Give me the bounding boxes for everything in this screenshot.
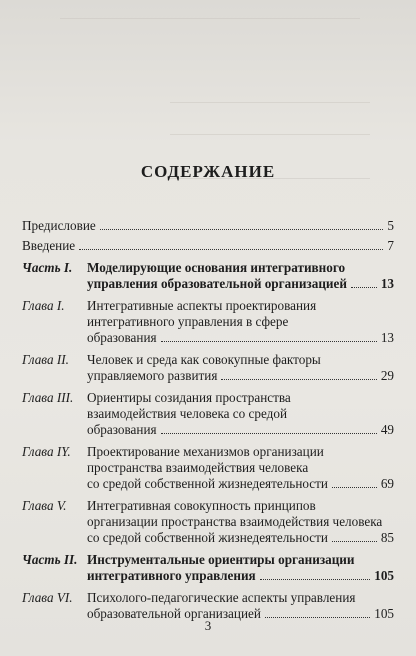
- toc-entry-label: Глава V.: [22, 498, 67, 513]
- toc-entry-title-line: Психолого-педагогические аспекты управления: [87, 590, 356, 605]
- toc-entry-title-line: пространства взаимодействия человека: [87, 460, 309, 475]
- toc-page-number: 105: [374, 568, 394, 583]
- dot-leader: [332, 487, 377, 488]
- toc-entry-title-line: Интегративная совокупность принципов: [87, 498, 316, 513]
- toc-entry-label: Глава VI.: [22, 590, 73, 605]
- dot-leader: [332, 541, 377, 542]
- toc-entry-title-line: организации пространства взаимодействия человека: [87, 514, 383, 529]
- toc-entry-title-line: образования: [87, 422, 157, 437]
- dot-leader: [351, 287, 377, 288]
- toc-entry-title-line: Введение: [22, 238, 76, 253]
- toc-entry-title: [87, 444, 394, 492]
- toc-entry-title-line: управления образовательной организацией: [87, 276, 347, 291]
- dot-leader: [221, 379, 376, 380]
- toc-page-number: 49: [380, 422, 394, 437]
- toc-entry-title-line: Инструментальные ориентиры организации: [87, 552, 355, 567]
- bleed-through-line: [170, 134, 370, 135]
- bleed-through-line: [60, 18, 360, 19]
- toc-entry-label: Глава III.: [22, 390, 74, 405]
- toc-entry-title-line: Моделирующие основания интегративного: [87, 260, 346, 275]
- dot-leader: [79, 249, 383, 250]
- toc-page-number: 13: [380, 330, 394, 345]
- toc-entry-label: Глава I.: [22, 298, 65, 313]
- toc-entry: [22, 498, 394, 546]
- toc-entry: [22, 352, 394, 384]
- toc-entry-title-line: образовательной организацией: [87, 606, 261, 621]
- toc-entry-title: [87, 298, 394, 346]
- table-of-contents: [22, 218, 394, 622]
- toc-entry-title: [87, 552, 394, 584]
- toc-page-number: 29: [380, 368, 394, 383]
- toc-entry: [22, 390, 394, 438]
- toc-entry-title-line: интегративного управления в сфере: [87, 314, 289, 329]
- dot-leader: [260, 579, 371, 580]
- toc-entry-title-line: со средой собственной жизнедеятельности: [87, 530, 328, 545]
- toc-page-number: 7: [387, 238, 394, 253]
- toc-entry-title-line: со средой собственной жизнедеятельности: [87, 476, 328, 491]
- toc-entry: [22, 218, 394, 234]
- dot-leader: [161, 433, 377, 434]
- toc-entry-title-line: Предисловие: [22, 218, 96, 233]
- toc-entry-title: [22, 238, 394, 254]
- toc-heading: СОДЕРЖАНИЕ: [140, 162, 276, 181]
- toc-page-number: 13: [380, 276, 394, 291]
- toc-entry-label: Часть I.: [22, 260, 73, 275]
- toc-entry-title-line: Человек и среда как совокупные факторы: [87, 352, 321, 367]
- toc-entry-title: [87, 260, 394, 292]
- toc-entry-title: [22, 218, 394, 234]
- toc-entry: [22, 552, 394, 584]
- toc-entry-title: [87, 390, 394, 438]
- toc-entry-title-line: Проектирование механизмов организации: [87, 444, 324, 459]
- toc-page-number: 69: [380, 476, 394, 491]
- toc-entry-title-line: взаимодействия человека со средой: [87, 406, 288, 421]
- bleed-through-line: [170, 102, 370, 103]
- page-number: 3: [204, 618, 212, 633]
- toc-entry-label: Часть II.: [22, 552, 78, 567]
- toc-entry-title-line: образования: [87, 330, 157, 345]
- toc-entry-title-line: Ориентиры созидания пространства: [87, 390, 291, 405]
- toc-entry-title-line: Интегративные аспекты проектирования: [87, 298, 317, 313]
- toc-page-number: 85: [380, 530, 394, 545]
- toc-entry: [22, 238, 394, 254]
- toc-entry-title: [87, 352, 394, 384]
- toc-entry-label: Глава II.: [22, 352, 69, 367]
- toc-page-number: 105: [374, 606, 394, 621]
- toc-entry-title-line: управляемого развития: [87, 368, 218, 383]
- dot-leader: [161, 341, 377, 342]
- toc-entry: [22, 298, 394, 346]
- toc-entry-title: [87, 498, 394, 546]
- toc-entry: [22, 260, 394, 292]
- toc-entry: [22, 444, 394, 492]
- dot-leader: [100, 229, 384, 230]
- toc-entry-title-line: интегративного управления: [87, 568, 256, 583]
- toc-entry-label: Глава IY.: [22, 444, 71, 459]
- toc-page-number: 5: [387, 218, 394, 233]
